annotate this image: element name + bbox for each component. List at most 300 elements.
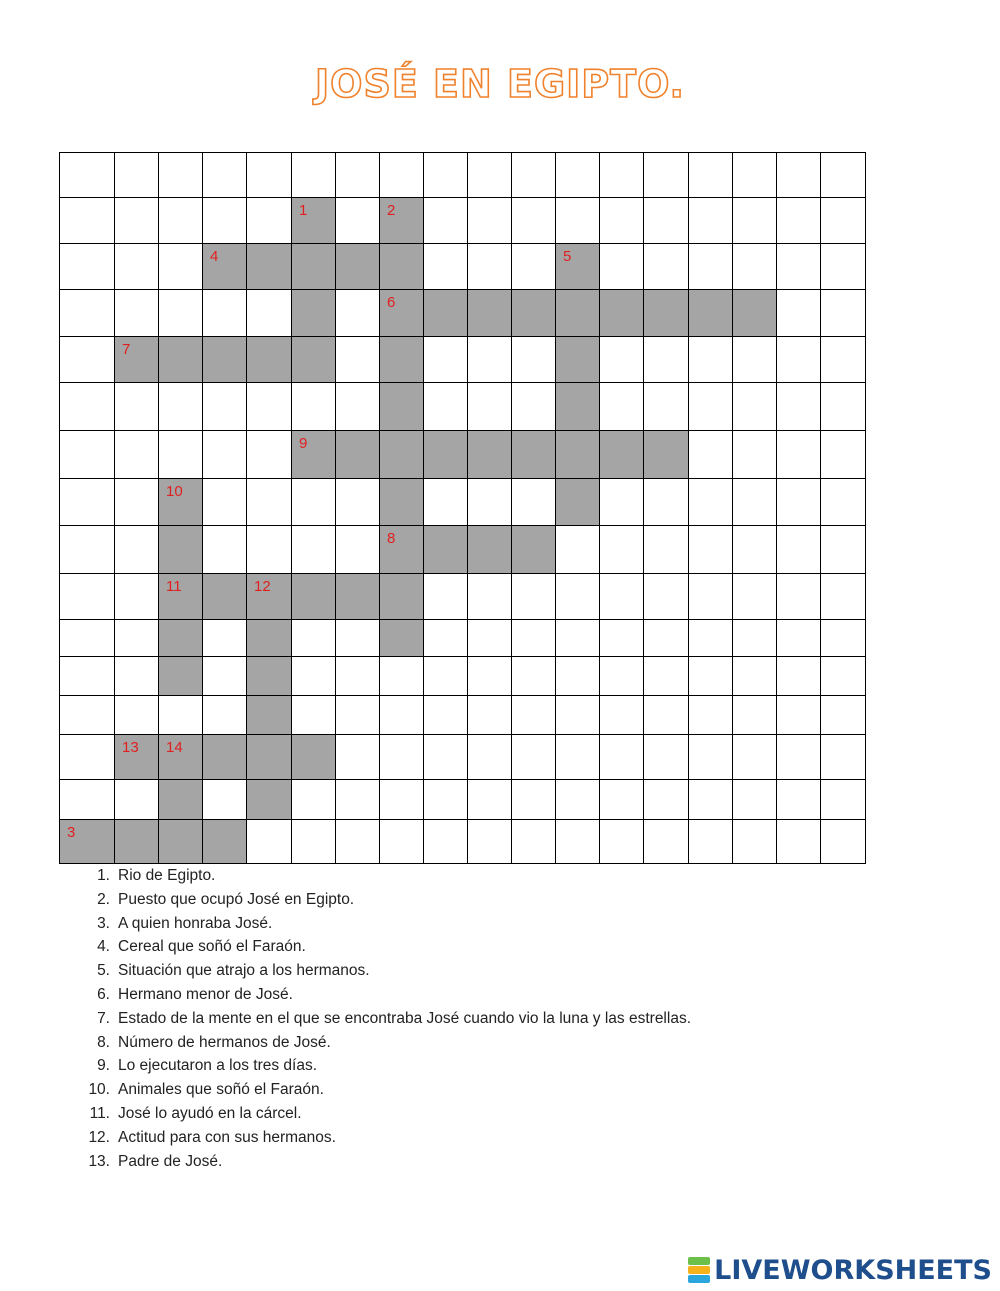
crossword-cell bbox=[732, 695, 777, 735]
crossword-cell bbox=[599, 695, 644, 735]
clue-number: 13. bbox=[88, 1152, 110, 1170]
crossword-cell bbox=[820, 336, 866, 383]
crossword-cell bbox=[114, 695, 159, 735]
crossword-cell bbox=[511, 656, 556, 696]
crossword-cell bbox=[643, 819, 689, 864]
crossword-cell[interactable] bbox=[467, 430, 512, 479]
crossword-cell bbox=[643, 734, 689, 780]
crossword-cell bbox=[643, 336, 689, 383]
clue-number-label: 7 bbox=[122, 341, 131, 358]
crossword-cell bbox=[114, 779, 159, 820]
clue-number-label: 12 bbox=[254, 578, 271, 595]
crossword-cell bbox=[820, 779, 866, 820]
clue-number: 10. bbox=[88, 1081, 110, 1099]
crossword-cell bbox=[291, 695, 336, 735]
crossword-cell bbox=[732, 656, 777, 696]
crossword-cell bbox=[246, 819, 292, 864]
clue-number: 1. bbox=[97, 867, 110, 884]
crossword-cell bbox=[643, 243, 689, 290]
clue-text: Situación que atrajo a los hermanos. bbox=[118, 962, 370, 980]
clue-text: Cereal que soñó el Faraón. bbox=[118, 938, 306, 956]
crossword-cell[interactable] bbox=[335, 573, 380, 620]
crossword-cell bbox=[423, 382, 468, 431]
crossword-cell[interactable] bbox=[291, 734, 336, 780]
crossword-cell bbox=[688, 243, 733, 290]
crossword-cell bbox=[335, 619, 380, 657]
crossword-cell[interactable] bbox=[291, 336, 336, 383]
crossword-cell bbox=[732, 243, 777, 290]
crossword-cell bbox=[688, 525, 733, 574]
crossword-cell bbox=[423, 779, 468, 820]
clue-number: 3. bbox=[97, 914, 110, 932]
crossword-cell bbox=[599, 336, 644, 383]
crossword-cell bbox=[158, 152, 203, 198]
crossword-cell bbox=[59, 478, 115, 526]
crossword-cell bbox=[335, 289, 380, 337]
crossword-cell bbox=[202, 525, 247, 574]
crossword-cell bbox=[776, 819, 821, 864]
clue-number: 8. bbox=[97, 1033, 110, 1051]
clue-text: Rio de Egipto. bbox=[118, 867, 216, 884]
clue-text: Número de hermanos de José. bbox=[118, 1033, 331, 1051]
crossword-cell[interactable] bbox=[379, 289, 424, 337]
crossword-cell bbox=[732, 152, 777, 198]
crossword-cell bbox=[467, 619, 512, 657]
crossword-cell[interactable] bbox=[379, 619, 424, 657]
crossword-cell[interactable] bbox=[643, 430, 689, 479]
crossword-cell bbox=[467, 779, 512, 820]
crossword-cell[interactable] bbox=[291, 430, 336, 479]
crossword-cell bbox=[291, 779, 336, 820]
crossword-cell bbox=[555, 152, 600, 198]
clue-number-label: 3 bbox=[67, 824, 76, 841]
crossword-cell[interactable] bbox=[467, 525, 512, 574]
crossword-cell bbox=[379, 734, 424, 780]
crossword-cell bbox=[820, 289, 866, 337]
crossword-cell[interactable] bbox=[511, 525, 556, 574]
crossword-cell[interactable] bbox=[688, 289, 733, 337]
clue-number-label: 2 bbox=[387, 202, 396, 219]
clue-number-label: 14 bbox=[166, 739, 183, 756]
crossword-cell bbox=[114, 478, 159, 526]
crossword-cell bbox=[599, 734, 644, 780]
crossword-cell bbox=[202, 430, 247, 479]
crossword-cell bbox=[335, 478, 380, 526]
crossword-cell bbox=[599, 382, 644, 431]
crossword-cell[interactable] bbox=[379, 243, 424, 290]
crossword-cell bbox=[688, 819, 733, 864]
clue-text: A quien honraba José. bbox=[118, 914, 273, 932]
crossword-cell bbox=[423, 619, 468, 657]
crossword-cell bbox=[423, 656, 468, 696]
crossword-cell bbox=[423, 336, 468, 383]
crossword-cell bbox=[335, 525, 380, 574]
crossword-cell bbox=[820, 382, 866, 431]
crossword-cell bbox=[511, 573, 556, 620]
clue-number-label: 6 bbox=[387, 294, 396, 311]
crossword-cell bbox=[114, 573, 159, 620]
crossword-cell bbox=[59, 152, 115, 198]
crossword-cell[interactable] bbox=[511, 430, 556, 479]
crossword-cell bbox=[423, 152, 468, 198]
crossword-cell bbox=[776, 430, 821, 479]
crossword-cell bbox=[467, 734, 512, 780]
crossword-cell bbox=[291, 478, 336, 526]
crossword-cell[interactable] bbox=[599, 289, 644, 337]
clue-number-label: 4 bbox=[210, 248, 219, 265]
crossword-cell bbox=[776, 197, 821, 244]
crossword-cell bbox=[379, 152, 424, 198]
crossword-cell bbox=[511, 734, 556, 780]
crossword-cell[interactable] bbox=[291, 243, 336, 290]
clue-number: 4. bbox=[97, 938, 110, 956]
crossword-cell[interactable] bbox=[555, 430, 600, 479]
clue-number: 11. bbox=[89, 1104, 110, 1122]
crossword-cell bbox=[335, 382, 380, 431]
crossword-cell bbox=[511, 382, 556, 431]
crossword-cell bbox=[599, 478, 644, 526]
crossword-cell[interactable] bbox=[246, 695, 292, 735]
crossword-cell[interactable] bbox=[114, 336, 159, 383]
crossword-cell bbox=[555, 734, 600, 780]
crossword-cell bbox=[688, 779, 733, 820]
crossword-cell bbox=[555, 197, 600, 244]
crossword-cell bbox=[732, 573, 777, 620]
clue-text: Actitud para con sus hermanos. bbox=[118, 1128, 336, 1146]
crossword-cell bbox=[246, 478, 292, 526]
crossword-cell bbox=[467, 197, 512, 244]
crossword-cell bbox=[511, 336, 556, 383]
crossword-cell[interactable] bbox=[423, 289, 468, 337]
crossword-cell[interactable] bbox=[379, 478, 424, 526]
crossword-cell bbox=[114, 243, 159, 290]
crossword-cell bbox=[59, 573, 115, 620]
crossword-cell bbox=[599, 573, 644, 620]
crossword-cell bbox=[246, 152, 292, 198]
crossword-cell bbox=[246, 382, 292, 431]
crossword-cell bbox=[776, 152, 821, 198]
crossword-cell bbox=[114, 152, 159, 198]
crossword-cell bbox=[555, 573, 600, 620]
crossword-cell bbox=[776, 289, 821, 337]
crossword-cell bbox=[643, 573, 689, 620]
crossword-cell bbox=[246, 289, 292, 337]
crossword-cell bbox=[202, 695, 247, 735]
crossword-cell bbox=[732, 382, 777, 431]
crossword-cell[interactable] bbox=[555, 289, 600, 337]
crossword-cell bbox=[291, 382, 336, 431]
crossword-cell[interactable] bbox=[246, 243, 292, 290]
crossword-cell bbox=[423, 734, 468, 780]
crossword-cell bbox=[776, 656, 821, 696]
crossword-cell[interactable] bbox=[158, 656, 203, 696]
crossword-cell bbox=[379, 779, 424, 820]
crossword-cell bbox=[732, 430, 777, 479]
crossword-cell bbox=[820, 197, 866, 244]
crossword-cell bbox=[467, 382, 512, 431]
crossword-cell[interactable] bbox=[423, 525, 468, 574]
crossword-cell[interactable] bbox=[423, 430, 468, 479]
crossword-cell[interactable] bbox=[335, 243, 380, 290]
clue-number-label: 11 bbox=[166, 578, 182, 595]
crossword-cell[interactable] bbox=[246, 619, 292, 657]
crossword-cell bbox=[732, 734, 777, 780]
crossword-cell bbox=[820, 573, 866, 620]
crossword-cell bbox=[820, 478, 866, 526]
crossword-cell bbox=[511, 619, 556, 657]
crossword-cell bbox=[59, 734, 115, 780]
crossword-cell bbox=[202, 656, 247, 696]
crossword-cell bbox=[820, 152, 866, 198]
crossword-cell bbox=[732, 197, 777, 244]
clue-number: 12. bbox=[88, 1128, 110, 1146]
crossword-cell bbox=[114, 197, 159, 244]
crossword-cell bbox=[114, 619, 159, 657]
crossword-cell bbox=[599, 819, 644, 864]
crossword-cell bbox=[158, 243, 203, 290]
crossword-cell bbox=[291, 819, 336, 864]
crossword-cell bbox=[114, 382, 159, 431]
crossword-cell[interactable] bbox=[202, 336, 247, 383]
crossword-cell[interactable] bbox=[643, 289, 689, 337]
crossword-cell bbox=[59, 336, 115, 383]
crossword-cell bbox=[202, 382, 247, 431]
crossword-cell bbox=[202, 289, 247, 337]
crossword-cell bbox=[776, 619, 821, 657]
crossword-cell[interactable] bbox=[555, 243, 600, 290]
crossword-cell bbox=[291, 152, 336, 198]
crossword-cell bbox=[59, 779, 115, 820]
crossword-cell[interactable] bbox=[158, 819, 203, 864]
crossword-cell bbox=[776, 734, 821, 780]
crossword-cell bbox=[202, 619, 247, 657]
crossword-cell bbox=[643, 197, 689, 244]
crossword-cell bbox=[820, 734, 866, 780]
crossword-cell bbox=[555, 779, 600, 820]
crossword-cell bbox=[114, 430, 159, 479]
crossword-cell[interactable] bbox=[599, 430, 644, 479]
crossword-cell bbox=[202, 478, 247, 526]
crossword-cell[interactable] bbox=[335, 430, 380, 479]
crossword-cell[interactable] bbox=[467, 289, 512, 337]
crossword-cell[interactable] bbox=[114, 819, 159, 864]
crossword-cell bbox=[688, 382, 733, 431]
crossword-cell bbox=[820, 656, 866, 696]
crossword-cell bbox=[643, 152, 689, 198]
clue-number: 5. bbox=[97, 962, 110, 980]
crossword-cell bbox=[423, 243, 468, 290]
crossword-cell bbox=[246, 525, 292, 574]
clue-number: 6. bbox=[97, 985, 110, 1003]
crossword-cell bbox=[511, 779, 556, 820]
crossword-cell bbox=[335, 197, 380, 244]
crossword-cell bbox=[246, 430, 292, 479]
crossword-cell[interactable] bbox=[379, 197, 424, 244]
clue-number-label: 1 bbox=[299, 202, 308, 219]
crossword-cell bbox=[335, 656, 380, 696]
crossword-cell[interactable] bbox=[511, 289, 556, 337]
crossword-cell[interactable] bbox=[555, 336, 600, 383]
crossword-cell bbox=[599, 243, 644, 290]
crossword-cell bbox=[379, 656, 424, 696]
crossword-cell bbox=[688, 695, 733, 735]
clue-text: Lo ejecutaron a los tres días. bbox=[118, 1057, 318, 1075]
crossword-cell[interactable] bbox=[158, 525, 203, 574]
crossword-cell bbox=[467, 819, 512, 864]
crossword-cell bbox=[555, 656, 600, 696]
crossword-cell bbox=[732, 525, 777, 574]
crossword-cell bbox=[246, 197, 292, 244]
crossword-cell bbox=[820, 243, 866, 290]
crossword-cell bbox=[423, 819, 468, 864]
crossword-cell bbox=[776, 243, 821, 290]
crossword-cell bbox=[776, 779, 821, 820]
crossword-cell bbox=[643, 525, 689, 574]
crossword-cell[interactable] bbox=[158, 336, 203, 383]
crossword-cell bbox=[158, 382, 203, 431]
crossword-cell bbox=[467, 656, 512, 696]
crossword-cell bbox=[511, 695, 556, 735]
crossword-cell bbox=[511, 819, 556, 864]
crossword-cell bbox=[820, 430, 866, 479]
crossword-cell bbox=[732, 619, 777, 657]
clue-number: 2. bbox=[97, 890, 110, 908]
crossword-cell[interactable] bbox=[379, 336, 424, 383]
crossword-cell bbox=[202, 779, 247, 820]
crossword-cell bbox=[643, 619, 689, 657]
crossword-cell[interactable] bbox=[379, 573, 424, 620]
crossword-cell bbox=[776, 336, 821, 383]
clue-text: Hermano menor de José. bbox=[118, 985, 293, 1003]
crossword-cell[interactable] bbox=[246, 656, 292, 696]
crossword-cell bbox=[59, 430, 115, 479]
crossword-cell[interactable] bbox=[202, 243, 247, 290]
clue-text: Estado de la mente en el que se encontraba José cuando vio la luna y las estrellas. bbox=[118, 1009, 692, 1027]
crossword-cell bbox=[688, 478, 733, 526]
crossword-cell[interactable] bbox=[202, 734, 247, 780]
crossword-cell[interactable] bbox=[158, 779, 203, 820]
crossword-cell bbox=[202, 152, 247, 198]
crossword-cell bbox=[688, 197, 733, 244]
crossword-cell[interactable] bbox=[379, 382, 424, 431]
crossword-cell bbox=[511, 197, 556, 244]
crossword-cell bbox=[688, 734, 733, 780]
crossword-cell bbox=[335, 152, 380, 198]
crossword-cell bbox=[335, 734, 380, 780]
crossword-cell[interactable] bbox=[246, 336, 292, 383]
crossword-cell[interactable] bbox=[158, 619, 203, 657]
crossword-cell bbox=[732, 336, 777, 383]
crossword-cell bbox=[158, 197, 203, 244]
crossword-cell bbox=[820, 819, 866, 864]
crossword-cell bbox=[643, 695, 689, 735]
clue-text: Padre de José. bbox=[118, 1152, 223, 1170]
crossword-cell bbox=[467, 336, 512, 383]
crossword-cell bbox=[467, 695, 512, 735]
crossword-cell bbox=[555, 819, 600, 864]
crossword-cell bbox=[732, 819, 777, 864]
crossword-cell[interactable] bbox=[202, 573, 247, 620]
crossword-cell bbox=[643, 382, 689, 431]
crossword-cell bbox=[335, 695, 380, 735]
crossword-cell bbox=[158, 430, 203, 479]
crossword-cell bbox=[555, 619, 600, 657]
crossword-cell bbox=[291, 619, 336, 657]
clue-text: Animales que soñó el Faraón. bbox=[118, 1081, 324, 1099]
clue-text: Puesto que ocupó José en Egipto. bbox=[118, 890, 355, 908]
crossword-cell bbox=[59, 525, 115, 574]
crossword-cell bbox=[732, 478, 777, 526]
crossword-cell bbox=[59, 695, 115, 735]
crossword-cell bbox=[688, 619, 733, 657]
crossword-cell bbox=[776, 573, 821, 620]
crossword-cell bbox=[511, 243, 556, 290]
crossword-cell[interactable] bbox=[246, 734, 292, 780]
crossword-cell bbox=[776, 525, 821, 574]
crossword-cell bbox=[335, 819, 380, 864]
clue-number-label: 5 bbox=[563, 248, 572, 265]
crossword-cell bbox=[158, 695, 203, 735]
crossword-cell bbox=[114, 525, 159, 574]
crossword-cell bbox=[467, 152, 512, 198]
clue-number-label: 9 bbox=[299, 435, 308, 452]
crossword-cell[interactable] bbox=[379, 525, 424, 574]
crossword-cell bbox=[688, 573, 733, 620]
clue-number-label: 13 bbox=[122, 739, 139, 756]
crossword-cell[interactable] bbox=[732, 289, 777, 337]
clue-number-label: 8 bbox=[387, 530, 396, 547]
crossword-cell bbox=[732, 779, 777, 820]
crossword-cell[interactable] bbox=[202, 819, 247, 864]
crossword-cell bbox=[511, 152, 556, 198]
crossword-cell bbox=[423, 197, 468, 244]
crossword-cell bbox=[59, 243, 115, 290]
crossword-cell bbox=[379, 819, 424, 864]
crossword-cell bbox=[555, 525, 600, 574]
crossword-cell[interactable] bbox=[246, 779, 292, 820]
crossword-cell[interactable] bbox=[555, 382, 600, 431]
crossword-cell bbox=[643, 478, 689, 526]
liveworksheets-logo-icon bbox=[688, 1257, 710, 1283]
crossword-cell bbox=[599, 197, 644, 244]
crossword-cell bbox=[114, 656, 159, 696]
crossword-cell bbox=[59, 289, 115, 337]
crossword-cell bbox=[59, 656, 115, 696]
crossword-cell bbox=[291, 656, 336, 696]
crossword-cell bbox=[688, 152, 733, 198]
crossword-cell[interactable] bbox=[291, 573, 336, 620]
crossword-cell bbox=[291, 525, 336, 574]
crossword-cell bbox=[59, 619, 115, 657]
clue-number-label: 10 bbox=[166, 483, 183, 500]
crossword-cell bbox=[423, 573, 468, 620]
brand-name: LIVEWORKSHEETS bbox=[714, 1254, 992, 1286]
crossword-cell[interactable] bbox=[555, 478, 600, 526]
crossword-cell[interactable] bbox=[291, 289, 336, 337]
crossword-cell bbox=[467, 573, 512, 620]
crossword-cell[interactable] bbox=[379, 430, 424, 479]
crossword-cell[interactable] bbox=[291, 197, 336, 244]
crossword-cell bbox=[423, 478, 468, 526]
crossword-cell bbox=[776, 382, 821, 431]
clue-text: José lo ayudó en la cárcel. bbox=[118, 1104, 302, 1122]
crossword-cell bbox=[555, 695, 600, 735]
crossword-cell bbox=[202, 197, 247, 244]
crossword-cell bbox=[599, 619, 644, 657]
crossword-cell bbox=[511, 478, 556, 526]
brand-footer bbox=[688, 1255, 992, 1285]
clue-number: 9. bbox=[97, 1057, 110, 1075]
